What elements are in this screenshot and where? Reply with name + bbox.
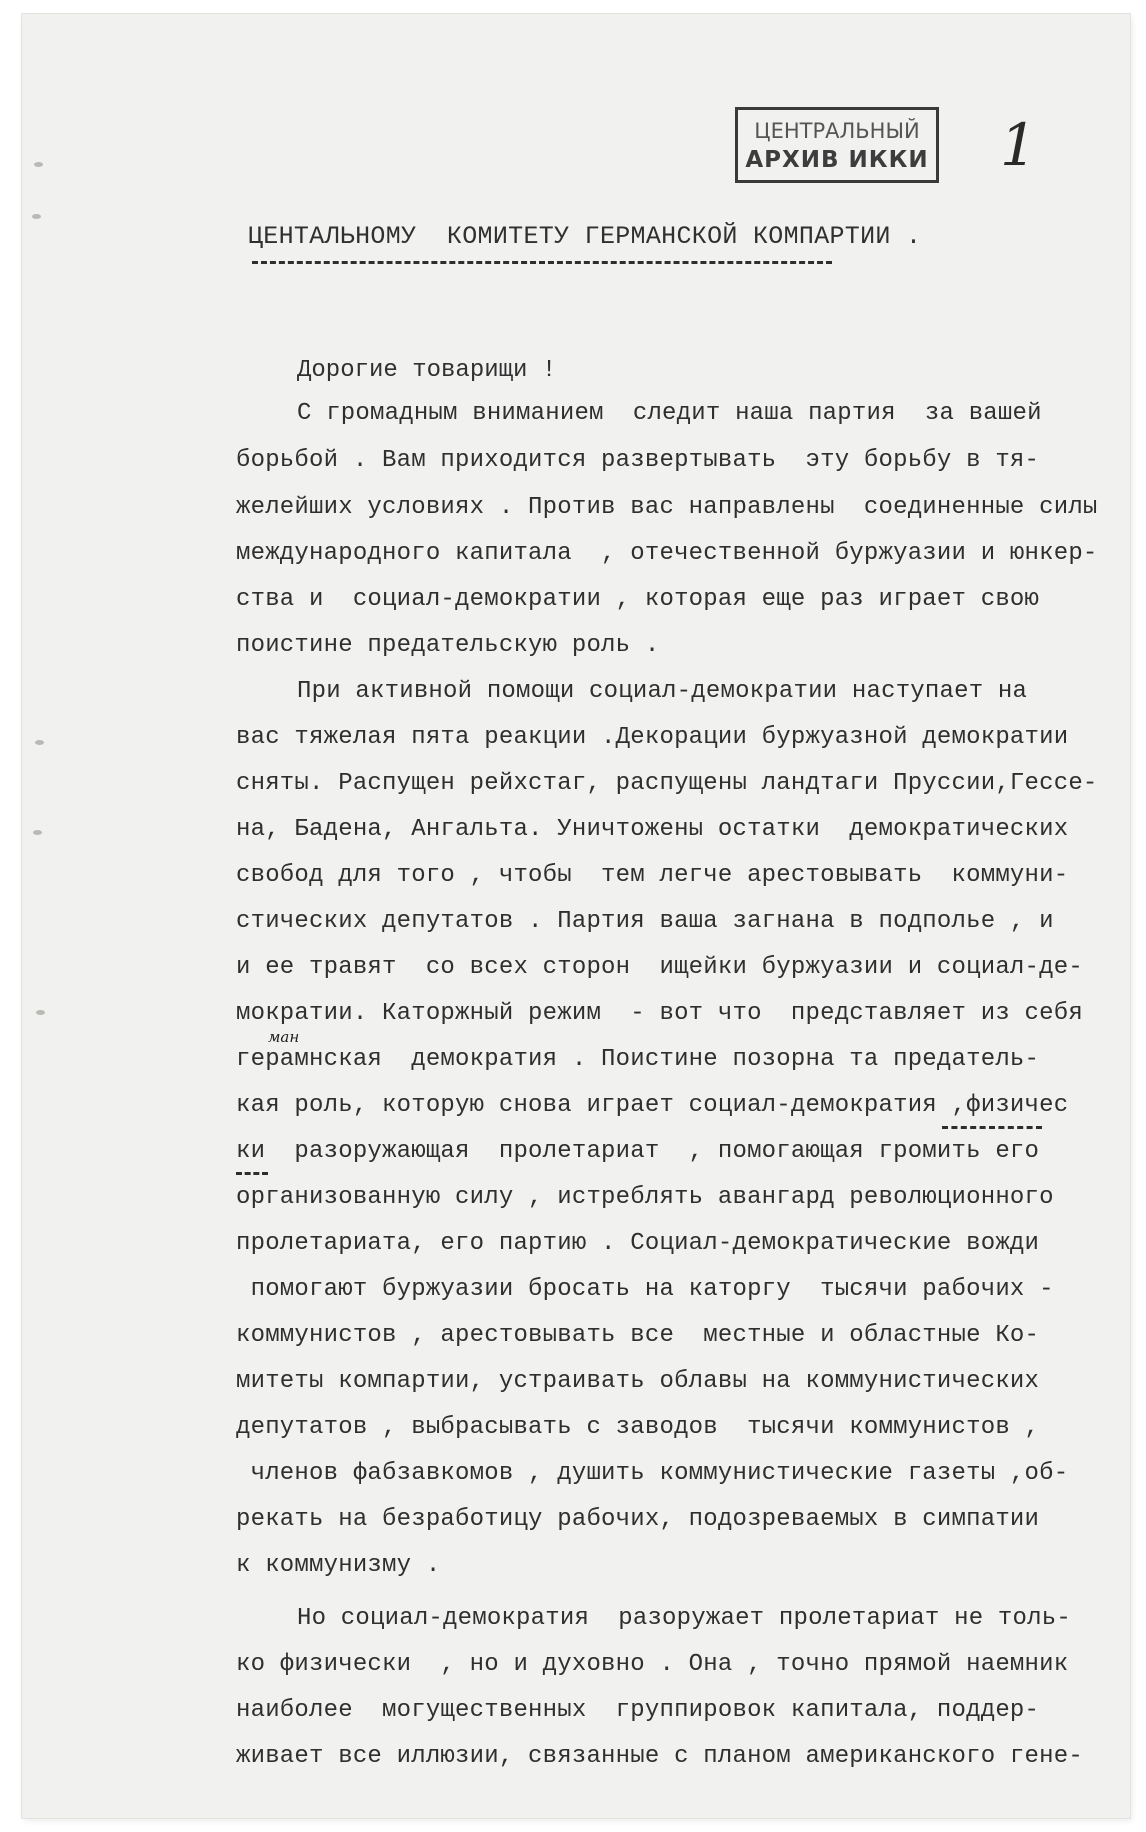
- archive-stamp: [735, 107, 939, 183]
- body-line: поистине предательскую роль .: [236, 632, 660, 659]
- body-line: помогают буржуазии бросать на каторгу тысячи рабочих -: [236, 1276, 1054, 1303]
- body-line: свобод для того , чтобы тем легче арестовывать коммуни-: [236, 862, 1069, 889]
- body-line: международного капитала , отечественной буржуазии и юнкер-: [236, 540, 1098, 567]
- body-line: сняты. Распущен рейхстаг, распущены ландтаги Пруссии,Гессе-: [236, 770, 1098, 797]
- body-line: рекать на безработицу рабочих, подозреваемых в симпатии: [236, 1506, 1040, 1533]
- title-underline: [252, 261, 832, 264]
- body-line: ко физически , но и духовно . Она , точно прямой наемник: [236, 1651, 1069, 1678]
- ki-underline: [236, 1172, 268, 1175]
- stamp-line-2: АРХИВ ИККИ: [745, 147, 929, 173]
- margin-punch-marks: [14, 130, 50, 1230]
- body-line: к коммунизму .: [236, 1552, 441, 1579]
- body-line: кая роль, которую снова играет социал-демократия ,физичес: [236, 1092, 1069, 1119]
- body-line: мократии. Каторжный режим - вот что представляет из себя: [236, 1000, 1083, 1027]
- body-line: герамнская демократия . Поистине позорна та предатель-: [236, 1046, 1040, 1073]
- body-line: коммунистов , арестовывать все местные и областные Ко-: [236, 1322, 1040, 1349]
- handwritten-insertion: ман: [268, 1028, 300, 1046]
- body-line: При активной помощи социал-демократии наступает на: [297, 678, 1028, 705]
- body-line: депутатов , выбрасывать с заводов тысячи коммунистов ,: [236, 1414, 1040, 1441]
- body-line: вас тяжелая пята реакции .Декорации буржуазной демократии: [236, 724, 1069, 751]
- body-line: ки разоружающая пролетариат , помогающая громить его: [236, 1138, 1040, 1165]
- body-line: митеты компартии, устраивать облавы на коммунистических: [236, 1368, 1040, 1395]
- body-line: стических депутатов . Партия ваша загнана в подполье , и: [236, 908, 1054, 935]
- body-line: ства и социал-демократии , которая еще раз играет свою: [236, 586, 1040, 613]
- body-line: живает все иллюзии, связанные с планом американского гене-: [236, 1743, 1083, 1770]
- body-line: наиболее могущественных группировок капитала, поддер-: [236, 1697, 1040, 1724]
- body-line: желейших условиях . Против вас направлены соединенные силы: [236, 494, 1098, 521]
- stamp-line-1: ЦЕНТРАЛЬНЫЙ: [754, 119, 920, 143]
- body-line: на, Бадена, Ангальта. Уничтожены остатки демократических: [236, 816, 1069, 843]
- salutation: Дорогие товарищи !: [297, 357, 557, 384]
- body-line: С громадным вниманием следит наша партия за вашей: [297, 400, 1042, 427]
- body-line: организованную силу , истреблять авангард революционного: [236, 1184, 1054, 1211]
- fizicheski-underline: [942, 1126, 1042, 1129]
- body-line: борьбой . Вам приходится развертывать эту борьбу в тя-: [236, 447, 1040, 474]
- body-line: членов фабзавкомов , душить коммунистические газеты ,об-: [236, 1460, 1069, 1487]
- handwritten-page-number: 1: [1000, 111, 1037, 179]
- body-line: пролетариата, его партию . Социал-демократические вожди: [236, 1230, 1040, 1257]
- body-line: и ее травят со всех сторон ищейки буржуазии и социал-де-: [236, 954, 1083, 981]
- body-line: Но социал-демократия разоружает пролетариат не толь-: [297, 1605, 1071, 1632]
- document-title: ЦЕНТАЛЬНОМУ КОМИТЕТУ ГЕРМАНСКОЙ КОМПАРТИИ .: [248, 222, 922, 251]
